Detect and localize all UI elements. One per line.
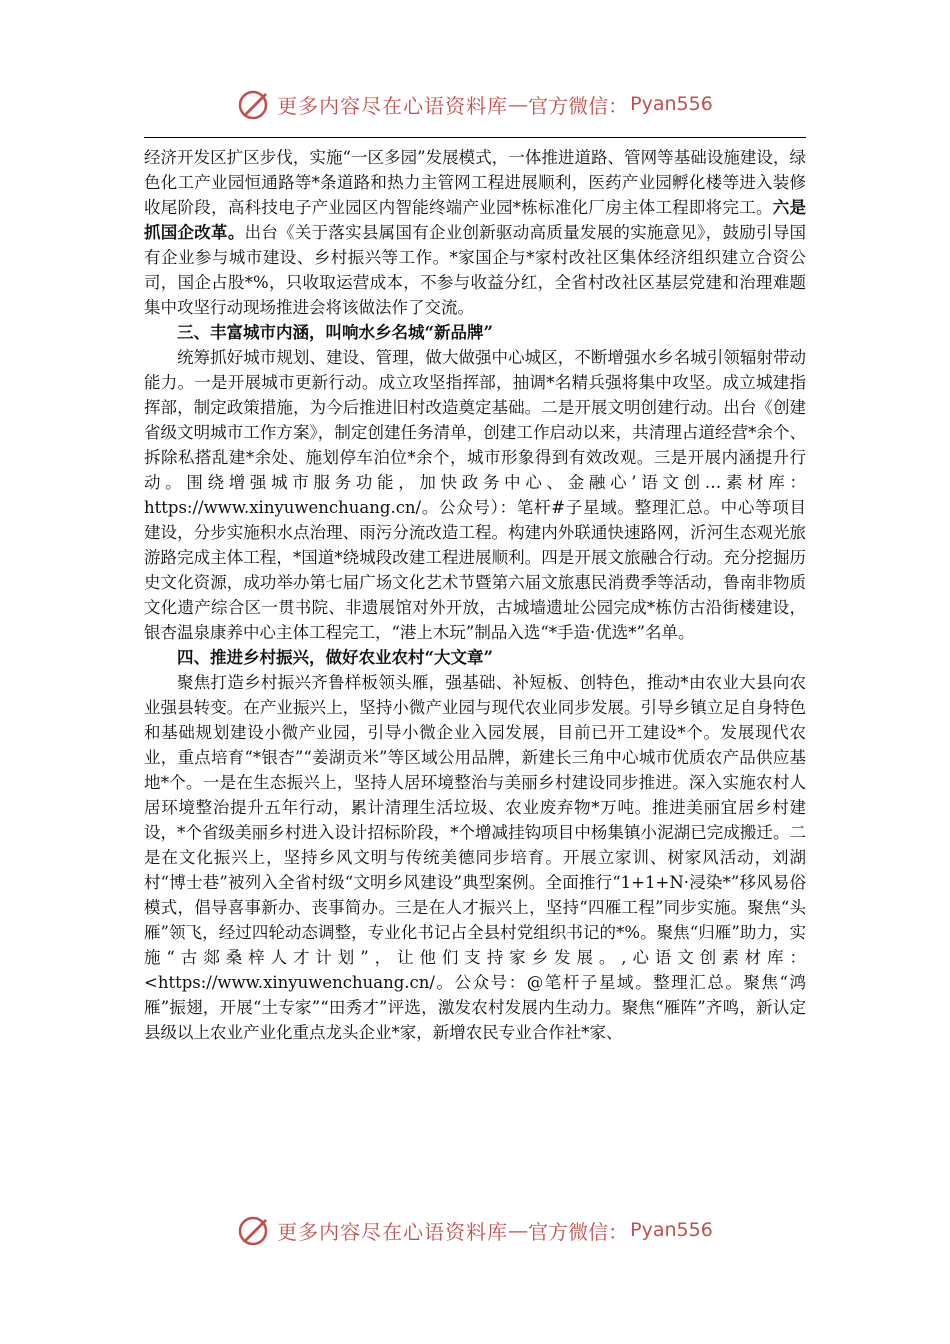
brush-pen-logo-icon <box>237 86 273 122</box>
paragraph-text: 出台《关于落实县属国有企业创新驱动高质量发展的实施意见》，鼓励引导国有企业参与城市建设、乡村振兴等工作。*家国企与*家村改社区集体经济组织建立合资公司，国企占股*%，只收取运营成本，不参与收益分红，全省村改社区基层党建和治理难题集中攻坚行动现场推进会将该做法作了交流。 <box>144 223 807 317</box>
banner-dash: — <box>508 1218 529 1242</box>
header-divider <box>144 137 806 138</box>
paragraph-rural-revitalization: 聚焦打造乡村振兴齐鲁样板领头雁，强基础、补短板、创特色，推动*由农业大县向农业强县转变。在产业振兴上，坚持小微产业园与现代农业同步发展。引导乡镇立足自身特色和基础规划建设小微产业园，引导小微企业入园发展，目前已开工建设*个。发展现代农业，重点培育“*银杏”“姜湖贡米”等区域公用品牌，新建长三角中心城市优质农产品供应基地*个。一是在生态振兴上，坚持人居环境整治与美丽乡村建设同步推进。深入实施农村人居环境整治提升五年行动，累计清理生活垃圾、农业废弃物*万吨。推进美丽宜居乡村建设，*个省级美丽乡村进入设计招标阶段，*个增减挂钩项目中杨集镇小泥湖已完成搬迁。二是在文化振兴上，坚持乡风文明与传统美德同步培育。开展立家训、树家风活动，刘湖村“博士巷”被列入全省村级“文明乡风建设”典型案例。全面推行“1+1+N·浸染*”移风易俗模式，倡导喜事新办、丧事简办。三是在人才振兴上，坚持“四雁工程”同步实施。聚焦“头雁”领飞，经过四轮动态调整，专业化书记占全县村党组织书记的*%。聚焦“归雁”助力，实施“古郯桑梓人才计划”，让他们支持家乡发展。,心语文创素材库：<https://www.xinyuwenchuang.cn/。公众号：@笔杆子星域。整理汇总。聚焦“鸿雁”振翅，开展“土专家”“田秀才”评选，激发农村发展内生动力。聚焦“雁阵”齐鸣，新认定县级以上农业产业化重点龙头企业*家，新增农民专业合作社*家、 <box>144 673 806 1042</box>
paragraph-industrial-parks <box>144 145 806 320</box>
footer-watermark-banner <box>0 1208 950 1252</box>
paragraph-text: 经济开发区扩区步伐，实施“一区多园”发展模式，一体推进道路、管网等基础设施建设，绿色化工产业园恒通路等*条道路和热力主管网工程进展顺利，医药产业园孵化楼等进入装修收尾阶段，高科技电子产业园区内智能终端产业园*栋标准化厂房主体工程即将完工。 <box>144 148 806 217</box>
section-heading-3: 三、丰富城市内涵，叫响水乡名城“新品牌” <box>177 323 493 342</box>
bold-phrase-soe-reform: 六是抓国企改革。 <box>144 198 807 242</box>
brush-pen-logo-icon <box>237 1212 273 1248</box>
banner-wechat-id: Pyan556 <box>630 93 713 115</box>
document-body <box>144 145 806 1045</box>
banner-brand-text: 更多内容尽在心语资料库 <box>277 1219 509 1244</box>
banner-official-label: 官方微信： <box>528 1219 629 1244</box>
header-watermark-banner <box>0 82 950 126</box>
paragraph-city-development: 统筹抓好城市规划、建设、管理，做大做强中心城区，不断增强水乡名城引领辐射带动能力。一是开展城市更新行动。成立攻坚指挥部，抽调*名精兵强将集中攻坚。成立城建指挥部，制定政策措施，为今后推进旧村改造奠定基础。二是开展文明创建行动。出台《创建省级文明城市工作方案》，制定创建任务清单，创建工作启动以来，共清理占道经营*余个、拆除私搭乱建*余处、施划停车泊位*余个，城市形象得到有效改观。三是开展内涵提升行动。围绕增强城市服务功能，加快政务中心、金融心’语文创…素材库：https://www.xinyuwenchuang.cn/。公众号）：笔杆#子星域。整理汇总。中心等项目建设，分步实施积水点治理、雨污分流改造工程。构建内外联通快速路网，沂河生态观光旅游路完成主体工程，*国道*绕城段改建工程进展顺利。四是开展文旅融合行动。充分挖掘历史文化资源，成功举办第七届广场文化艺术节暨第六届文旅惠民消费季等活动，鲁南非物质文化遗产综合区一贯书院、非遗展馆对外开放，古城墙遗址公园完成*栋仿古沿街楼建设，银杏温泉康养中心主体工程完工，“港上木玩”制品入选“*手造·优选*”名单。 <box>144 348 806 642</box>
section-heading-4: 四、推进乡村振兴，做好农业农村“大文章” <box>177 648 493 667</box>
banner-wechat-id: Pyan556 <box>630 1219 713 1241</box>
banner-brand-text: 更多内容尽在心语资料库 <box>277 93 509 118</box>
banner-dash: — <box>508 92 529 116</box>
banner-official-label: 官方微信： <box>528 93 629 118</box>
